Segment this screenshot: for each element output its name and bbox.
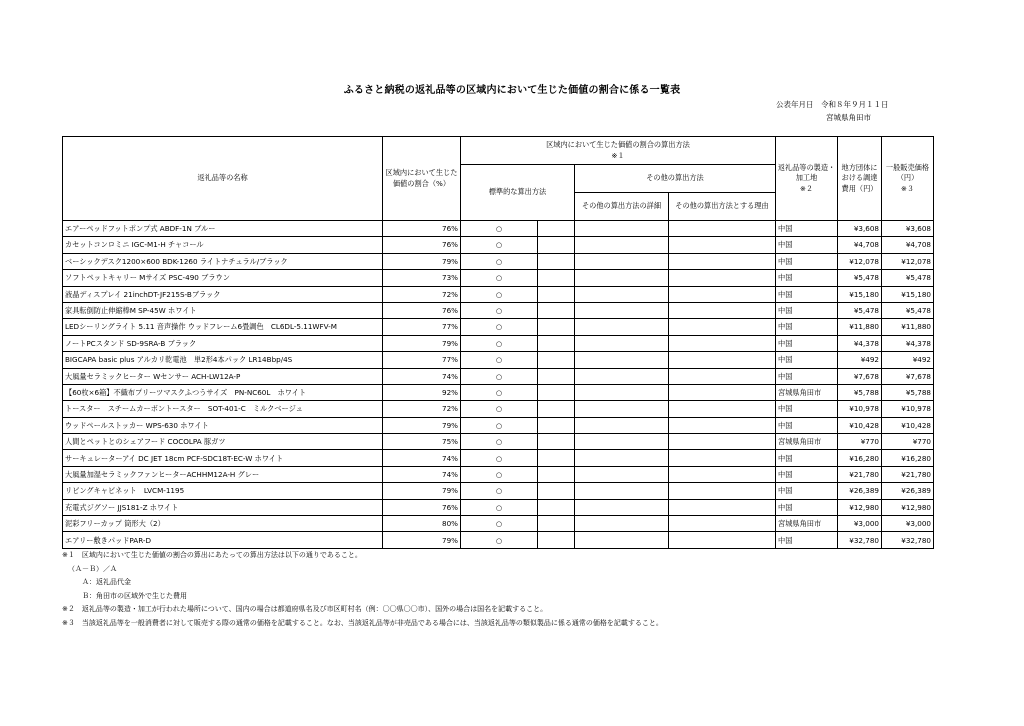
header-price-label: 一般販売価格（円） [885, 162, 930, 183]
cell-place: 中国 [776, 450, 838, 466]
cell-place: 中国 [776, 253, 838, 269]
cell-name: ノートPCスタンド SD-9SRA-B ブラック [63, 335, 383, 351]
cell-standard-mark: ○ [461, 417, 538, 433]
header-other-reason: その他の算出方法とする理由 [669, 193, 776, 221]
cell-standard-mark: ○ [461, 335, 538, 351]
header-name: 返礼品等の名称 [63, 137, 383, 221]
header-method-group [461, 137, 776, 165]
cell-name: ウッドペールストッカー WPS-630 ホワイト [63, 417, 383, 433]
cell-standard-mark: ○ [461, 384, 538, 400]
cell-other-detail [575, 237, 669, 253]
returns-table [62, 136, 934, 549]
cell-other-detail [575, 253, 669, 269]
cell-name: 液晶ディスプレイ 21inchDT-JF215S-Bブラック [63, 286, 383, 302]
table-row [63, 352, 934, 368]
note-1: ※１ 区域内において生じた価値の割合の算出にあたっての算出方法は以下の通りであること。 [62, 551, 362, 559]
header-method-title: 区域内において生じた価値の割合の算出方法 [546, 140, 690, 150]
cell-price: ¥11,880 [882, 319, 934, 335]
cell-blank [538, 270, 575, 286]
cell-blank [538, 499, 575, 515]
cell-other-detail [575, 401, 669, 417]
cell-place: 中国 [776, 335, 838, 351]
cell-cost: ¥3,608 [838, 221, 882, 237]
cell-other-reason [669, 368, 776, 384]
cell-price: ¥12,980 [882, 499, 934, 515]
cell-blank [538, 237, 575, 253]
cell-cost: ¥12,980 [838, 499, 882, 515]
cell-price: ¥32,780 [882, 532, 934, 548]
cell-standard-mark: ○ [461, 253, 538, 269]
cell-cost: ¥10,428 [838, 417, 882, 433]
cell-blank [538, 466, 575, 482]
note-b: Ｂ：角田市の区域外で生じた費用 [82, 591, 187, 600]
cell-other-reason [669, 253, 776, 269]
cell-ratio: 75% [383, 434, 461, 450]
header-method-note: ※１ [611, 150, 625, 160]
cell-place: 中国 [776, 368, 838, 384]
cell-place: 宮城県角田市 [776, 516, 838, 532]
table-row [63, 483, 934, 499]
cell-blank [538, 221, 575, 237]
cell-other-detail [575, 384, 669, 400]
cell-ratio: 92% [383, 384, 461, 400]
cell-price: ¥3,000 [882, 516, 934, 532]
header-ratio: 区域内において生じた価値の割合（%） [383, 137, 461, 221]
cell-place: 中国 [776, 286, 838, 302]
table-row [63, 450, 934, 466]
cell-other-detail [575, 302, 669, 318]
cell-price: ¥4,708 [882, 237, 934, 253]
cell-ratio: 72% [383, 286, 461, 302]
cell-price: ¥26,389 [882, 483, 934, 499]
cell-name: 人間とペットとのシェアフード COCOLPA 豚ガツ [63, 434, 383, 450]
cell-ratio: 74% [383, 368, 461, 384]
cell-cost: ¥7,678 [838, 368, 882, 384]
cell-name: 【60枚×6箱】不織布プリーツマスクふつうサイズ PN-NC60L ホワイト [63, 384, 383, 400]
cell-standard-mark: ○ [461, 270, 538, 286]
cell-blank [538, 417, 575, 433]
cell-standard-mark: ○ [461, 483, 538, 499]
cell-other-reason [669, 237, 776, 253]
cell-name: ベーシックデスク1200×600 BDK-1260 ライトナチュラル/ブラック [63, 253, 383, 269]
cell-other-detail [575, 221, 669, 237]
cell-place: 中国 [776, 466, 838, 482]
cell-cost: ¥5,478 [838, 302, 882, 318]
cell-blank [538, 302, 575, 318]
cell-blank [538, 335, 575, 351]
cell-other-detail [575, 352, 669, 368]
cell-ratio: 76% [383, 302, 461, 318]
cell-cost: ¥4,378 [838, 335, 882, 351]
cell-price: ¥5,478 [882, 302, 934, 318]
cell-price: ¥492 [882, 352, 934, 368]
cell-cost: ¥4,708 [838, 237, 882, 253]
cell-other-detail [575, 516, 669, 532]
cell-other-reason [669, 270, 776, 286]
cell-ratio: 79% [383, 335, 461, 351]
cell-standard-mark: ○ [461, 352, 538, 368]
header-cost: 地方団体における調達費用（円） [838, 137, 882, 221]
cell-other-detail [575, 286, 669, 302]
cell-ratio: 79% [383, 483, 461, 499]
cell-price: ¥5,478 [882, 270, 934, 286]
cell-other-reason [669, 483, 776, 499]
cell-cost: ¥492 [838, 352, 882, 368]
cell-other-detail [575, 335, 669, 351]
cell-blank [538, 319, 575, 335]
cell-other-reason [669, 401, 776, 417]
cell-blank [538, 401, 575, 417]
cell-place: 中国 [776, 499, 838, 515]
table-row [63, 286, 934, 302]
cell-place: 中国 [776, 532, 838, 548]
cell-name: リビングキャビネット LVCM-1195 [63, 483, 383, 499]
cell-name: ソフトペットキャリー Mサイズ PSC-490 ブラウン [63, 270, 383, 286]
cell-price: ¥4,378 [882, 335, 934, 351]
cell-standard-mark: ○ [461, 319, 538, 335]
cell-place: 中国 [776, 319, 838, 335]
cell-ratio: 72% [383, 401, 461, 417]
cell-name: エアーペッドフットポンプ式 ABDF-1N ブルー [63, 221, 383, 237]
cell-place: 中国 [776, 302, 838, 318]
table-row [63, 384, 934, 400]
cell-standard-mark: ○ [461, 516, 538, 532]
cell-other-detail [575, 270, 669, 286]
table-row [63, 401, 934, 417]
cell-other-detail [575, 466, 669, 482]
cell-price: ¥10,978 [882, 401, 934, 417]
municipality-name: 宮城県角田市 [826, 113, 871, 122]
note-formula: （Ａ－Ｂ）／Ａ [68, 564, 117, 573]
header-standard: 標準的な算出方法 [461, 165, 575, 221]
cell-blank [538, 516, 575, 532]
cell-ratio: 79% [383, 417, 461, 433]
table-row [63, 417, 934, 433]
cell-price: ¥21,780 [882, 466, 934, 482]
cell-ratio: 79% [383, 253, 461, 269]
cell-name: トースター スチームカーボントースター SOT-401-C ミルクベージュ [63, 401, 383, 417]
table-row [63, 335, 934, 351]
table-row [63, 434, 934, 450]
cell-standard-mark: ○ [461, 434, 538, 450]
cell-place: 中国 [776, 483, 838, 499]
cell-ratio: 74% [383, 450, 461, 466]
table-row [63, 532, 934, 548]
cell-cost: ¥16,280 [838, 450, 882, 466]
cell-blank [538, 253, 575, 269]
cell-blank [538, 532, 575, 548]
cell-place: 中国 [776, 417, 838, 433]
header-place [776, 137, 838, 221]
cell-place: 宮城県角田市 [776, 434, 838, 450]
header-place-note: ※２ [799, 183, 814, 193]
page-title: ふるさと納税の返礼品等の区域内において生じた価値の割合に係る一覧表 [343, 85, 681, 96]
cell-price: ¥10,428 [882, 417, 934, 433]
table-row [63, 516, 934, 532]
cell-place: 中国 [776, 401, 838, 417]
cell-other-detail [575, 483, 669, 499]
cell-other-reason [669, 516, 776, 532]
cell-name: 泥彩フリーカップ 筒形大（2） [63, 516, 383, 532]
cell-cost: ¥32,780 [838, 532, 882, 548]
cell-other-detail [575, 450, 669, 466]
cell-price: ¥770 [882, 434, 934, 450]
note-2: ※２ 返礼品等の製造・加工が行われた場所について、国内の場合は都道府県名及び市区町村名（例：〇〇県〇〇市）、国外の場合は国名を記載すること。 [62, 605, 548, 614]
cell-place: 宮城県角田市 [776, 384, 838, 400]
header-other-group: その他の算出方法 [575, 165, 776, 193]
cell-blank [538, 384, 575, 400]
cell-standard-mark: ○ [461, 401, 538, 417]
cell-price: ¥7,678 [882, 368, 934, 384]
cell-other-reason [669, 417, 776, 433]
table-row [63, 253, 934, 269]
cell-other-reason [669, 286, 776, 302]
cell-ratio: 76% [383, 221, 461, 237]
table-row [63, 237, 934, 253]
publication-date: 公表年月日 令和８年９月１１日 [776, 100, 889, 109]
cell-other-detail [575, 417, 669, 433]
cell-cost: ¥26,389 [838, 483, 882, 499]
footnotes [62, 549, 663, 631]
cell-blank [538, 286, 575, 302]
cell-cost: ¥5,788 [838, 384, 882, 400]
cell-other-reason [669, 335, 776, 351]
cell-price: ¥12,078 [882, 253, 934, 269]
cell-blank [538, 368, 575, 384]
cell-cost: ¥770 [838, 434, 882, 450]
cell-other-detail [575, 434, 669, 450]
cell-cost: ¥21,780 [838, 466, 882, 482]
cell-other-reason [669, 499, 776, 515]
note-a: Ａ：返礼品代金 [82, 578, 131, 587]
cell-standard-mark: ○ [461, 302, 538, 318]
cell-other-reason [669, 434, 776, 450]
table-row [63, 302, 934, 318]
cell-cost: ¥15,180 [838, 286, 882, 302]
cell-blank [538, 434, 575, 450]
cell-cost: ¥12,078 [838, 253, 882, 269]
table-row [63, 270, 934, 286]
cell-cost: ¥10,978 [838, 401, 882, 417]
header-place-label: 返礼品等の製造・加工地 [777, 162, 836, 183]
cell-ratio: 77% [383, 352, 461, 368]
cell-other-reason [669, 221, 776, 237]
cell-price: ¥16,280 [882, 450, 934, 466]
cell-name: 大風量セラミックヒーター Wセンサー ACH-LW12A-P [63, 368, 383, 384]
cell-name: BIGCAPA basic plus アルカリ乾電池 単2形4本パック LR14Bbp/4S [63, 352, 383, 368]
cell-blank [538, 483, 575, 499]
table-row [63, 368, 934, 384]
cell-standard-mark: ○ [461, 368, 538, 384]
cell-ratio: 74% [383, 466, 461, 482]
cell-place: 中国 [776, 237, 838, 253]
cell-standard-mark: ○ [461, 499, 538, 515]
table-row [63, 221, 934, 237]
cell-blank [538, 450, 575, 466]
cell-other-reason [669, 466, 776, 482]
cell-other-reason [669, 450, 776, 466]
table-row [63, 499, 934, 515]
cell-other-detail [575, 499, 669, 515]
cell-place: 中国 [776, 270, 838, 286]
cell-price: ¥15,180 [882, 286, 934, 302]
cell-other-reason [669, 319, 776, 335]
cell-other-reason [669, 384, 776, 400]
cell-other-reason [669, 352, 776, 368]
table-row [63, 319, 934, 335]
cell-other-reason [669, 302, 776, 318]
cell-standard-mark: ○ [461, 532, 538, 548]
cell-standard-mark: ○ [461, 450, 538, 466]
cell-price: ¥3,608 [882, 221, 934, 237]
cell-name: 大風量加湿セラミックファンヒーターACHHM12A-H グレー [63, 466, 383, 482]
cell-name: 家具転倒防止伸縮棒M SP-45W ホワイト [63, 302, 383, 318]
cell-ratio: 76% [383, 237, 461, 253]
cell-place: 中国 [776, 352, 838, 368]
header-price-note: ※３ [900, 183, 915, 193]
cell-place: 中国 [776, 221, 838, 237]
cell-ratio: 73% [383, 270, 461, 286]
cell-cost: ¥3,000 [838, 516, 882, 532]
cell-name: カセットコンロミニ IGC-M1-H チャコール [63, 237, 383, 253]
header-price [882, 137, 934, 221]
cell-name: エアリー敷きパッドPAR-D [63, 532, 383, 548]
cell-ratio: 80% [383, 516, 461, 532]
cell-standard-mark: ○ [461, 466, 538, 482]
cell-price: ¥5,788 [882, 384, 934, 400]
cell-other-detail [575, 532, 669, 548]
cell-cost: ¥11,880 [838, 319, 882, 335]
cell-ratio: 77% [383, 319, 461, 335]
header-other-detail: その他の算出方法の詳細 [575, 193, 669, 221]
cell-other-reason [669, 532, 776, 548]
cell-ratio: 76% [383, 499, 461, 515]
cell-name: 充電式ジグソー JJS181-Z ホワイト [63, 499, 383, 515]
cell-other-detail [575, 368, 669, 384]
cell-name: LEDシーリングライト 5.11 音声操作 ウッドフレーム6畳調色 CL6DL-5.11WFV-M [63, 319, 383, 335]
cell-blank [538, 352, 575, 368]
cell-standard-mark: ○ [461, 221, 538, 237]
cell-name: サーキュレーターアイ DC JET 18cm PCF-SDC18T-EC-W ホワイト [63, 450, 383, 466]
cell-other-detail [575, 319, 669, 335]
table-row [63, 466, 934, 482]
cell-standard-mark: ○ [461, 286, 538, 302]
cell-ratio: 79% [383, 532, 461, 548]
note-3: ※３ 当該返礼品等を一般消費者に対して販売する際の通常の価格を記載すること。なお、当該返礼品等が非売品である場合には、当該返礼品等の類似製品に係る通常の価格を記載すること。 [62, 618, 663, 627]
cell-cost: ¥5,478 [838, 270, 882, 286]
cell-standard-mark: ○ [461, 237, 538, 253]
